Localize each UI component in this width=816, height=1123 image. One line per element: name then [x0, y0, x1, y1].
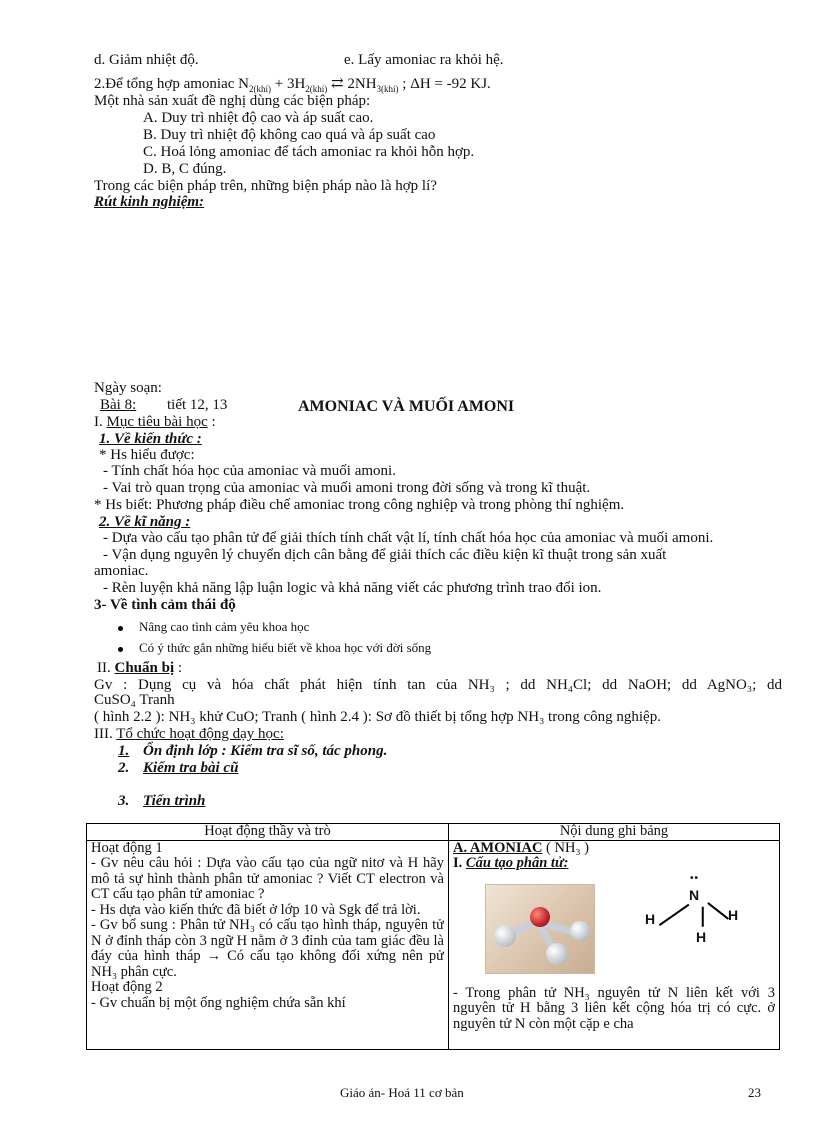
heading-suffix: : [207, 414, 216, 430]
question-text: Trong các biện pháp trên, những biện pháp nào là hợp lí? [94, 178, 437, 194]
activities-cell [87, 840, 449, 1049]
activity-line: Hoạt động 1 [91, 840, 163, 856]
table-row [87, 840, 780, 1049]
lessons-learned-heading: Rút kinh nghiệm: [94, 194, 205, 210]
students-understand: * Hs hiểu được: [99, 447, 195, 463]
nitrogen-atom [530, 907, 550, 927]
attitude-item [118, 619, 309, 635]
hydrogen-atom [546, 943, 568, 965]
eq-sub: 3(khí) [376, 84, 399, 94]
knowledge-item: - Tính chất hóa học của amoniac và muối amoni. [103, 463, 396, 479]
heading-prefix: I. [94, 414, 107, 430]
prep-gv-line: Gv : Dụng cụ và hóa chất phát hiện tính tan của NH₃ ; dd NH₄Cl; dd NaOH; dd AgNO₃; dd [94, 677, 782, 693]
prep-gv-line: CuSO₄ Tranh [94, 692, 175, 708]
step-2: Kiểm tra bài cũ [143, 760, 239, 776]
lesson-number: Bài 8: [100, 397, 137, 413]
eq-sub: 2(khí) [305, 84, 328, 94]
col-header-board: Nội dung ghi bảng [449, 824, 780, 841]
bond-line [708, 902, 729, 919]
prep-gv-line: ( hình 2.2 ): NH₃ khử CuO; Tranh ( hình 2.4 ): Sơ đồ thiết bị tổng hợp NH₃ trong công nghiệp. [94, 709, 661, 725]
page-title: AMONIAC VÀ MUỐI AMONI [298, 398, 515, 415]
step-number: 2. [118, 760, 130, 776]
step-3: Tiến trình [143, 793, 206, 809]
board-cell [449, 840, 780, 1049]
heading-text: Mục tiêu bài học [106, 414, 208, 430]
hydrogen-atom [570, 921, 590, 941]
activity-line: - Hs dựa vào kiến thức đã biết ở lớp 10 và Sgk để trả lời. [91, 901, 421, 918]
table-header-row [87, 824, 780, 841]
molecule-figure [453, 872, 775, 982]
skill-item: - Rèn luyện khả năng lập luận logic và khả năng viết các phương trình trao đổi ion. [103, 580, 602, 596]
page-number: 23 [748, 1085, 761, 1100]
footer-title: Giáo án- Hoá 11 cơ bản [340, 1085, 464, 1100]
bond-line [659, 904, 689, 926]
skill-item: - Vận dụng nguyên lý chuyển dịch cân bằng để giải thích các điều kiện kĩ thuật trong sản xuất [103, 547, 667, 563]
activities-content [91, 841, 444, 1049]
hydrogen-symbol: H [645, 910, 656, 927]
lesson-table [86, 823, 780, 1050]
heading-suffix: : [174, 660, 183, 676]
attitude-text: Có ý thức gắn những hiểu biết về khoa học với đời sống [139, 640, 432, 655]
option-b: B. Duy trì nhiệt độ không cao quá và áp suất cao [143, 127, 436, 143]
step-number: 1. [118, 743, 130, 759]
option-d-temp: d. Giảm nhiệt độ. [94, 52, 199, 68]
nitrogen-symbol: N [689, 886, 700, 903]
attitude-heading: 3- Về tình cảm thái độ [94, 597, 236, 613]
hydrogen-symbol: H [728, 906, 739, 923]
equilibrium-arrow: ⇄ [327, 76, 348, 92]
eq-sub: 2(khí) [248, 84, 271, 94]
skill-item: - Dựa vào cấu tạo phân tử để giải thích tính chất vật lí, tính chất hóa học của amoniac và muối amoni. [103, 530, 714, 546]
option-d: D. B, C đúng. [143, 161, 227, 177]
section-1-heading [453, 856, 775, 872]
lesson-periods: tiết 12, 13 [167, 397, 228, 413]
eq-part: ; ΔH = -92 KJ. [398, 76, 491, 92]
section-a-heading [453, 841, 775, 857]
skills-heading: 2. Về kĩ năng : [99, 514, 191, 530]
heading-text: Cấu tạo phân tử: [465, 855, 569, 871]
structure-description: - Trong phân tử NH₃ nguyên tử N liên kết với 3 nguyên tử H bằng 3 liên kết cộng hóa trị có cực. ở nguyên tử N còn một cặp e cha [453, 984, 775, 1032]
knowledge-item: * Hs biết: Phương pháp điều chế amoniac trong công nghiệp và trong phòng thí nghiệm. [94, 497, 625, 513]
activity-line: - Gv bổ sung : Phân tử NH₃ có cấu tạo hình tháp, nguyên tử N ở đỉnh tháp còn 3 ngữ H nằm ở 3 đỉnh của tam giác đều là đáy của hình tháp → Có cấu tạo không đối xứng nên pử NH₃ phân cực. [91, 917, 444, 980]
activity-line: - Gv nêu câu hỏi : Dựa vào cấu tạo của ngữ nitơ và H hãy mô tả sự hình thành phân tử amoniac ? Viết CT electron và CT cấu tạo phân tử amoniac ? [91, 855, 444, 902]
heading-prefix: III. [94, 726, 117, 742]
option-a: A. Duy trì nhiệt độ cao và áp suất cao. [143, 110, 374, 126]
col-header-activities: Hoạt động thầy và trò [87, 824, 449, 841]
bullet-icon [118, 647, 123, 652]
option-c: C. Hoá lỏng amoniac để tách amoniac ra khỏi hỗn hợp. [143, 144, 475, 160]
section-a-formula: ( NH₃ ) [542, 840, 589, 856]
hydrogen-symbol: H [696, 928, 707, 945]
activity-line: Hoạt động 2 [91, 979, 163, 995]
attitude-item [118, 640, 431, 656]
ammonia-model-photo [485, 884, 595, 974]
objectives-heading [94, 414, 216, 430]
heading-prefix: I. [453, 855, 466, 871]
eq-part: + 3H [270, 76, 306, 92]
hydrogen-atom [494, 925, 516, 947]
knowledge-item: - Vai trò quan trọng của amoniac và muối amoni trong đời sống và trong kĩ thuật. [103, 480, 591, 496]
skill-item-cont: amoniac. [94, 563, 149, 579]
step-1: Ổn định lớp : Kiểm tra sĩ số, tác phong. [143, 743, 388, 759]
knowledge-heading: 1. Về kiến thức : [99, 431, 202, 447]
activity-line: - Gv chuẩn bị một ống nghiệm chứa sẵn khí [91, 994, 346, 1011]
option-e-remove: e. Lấy amoniac ra khỏi hệ. [344, 52, 504, 68]
lone-pair: •• [690, 872, 700, 884]
prep-heading [97, 660, 182, 676]
heading-text: Tổ chức hoạt động dạy học: [116, 726, 284, 742]
section-a-title: A. AMONIAC [453, 840, 543, 856]
board-content [453, 841, 775, 1049]
eq-part: 2NH [347, 76, 377, 92]
attitude-text: Nâng cao tình cảm yêu khoa học [139, 619, 310, 634]
heading-prefix: II. [97, 660, 115, 676]
proposal-text: Một nhà sản xuất đề nghị dùng các biện pháp: [94, 93, 371, 109]
eq-part: 2.Để tổng hợp amoniac N [94, 76, 249, 92]
heading-text: Chuẩn bị [114, 660, 175, 676]
organization-heading [94, 726, 284, 742]
bond-line [702, 906, 704, 926]
bullet-icon [118, 626, 123, 631]
prep-date: Ngày soạn: [94, 380, 162, 396]
step-number: 3. [118, 793, 130, 809]
